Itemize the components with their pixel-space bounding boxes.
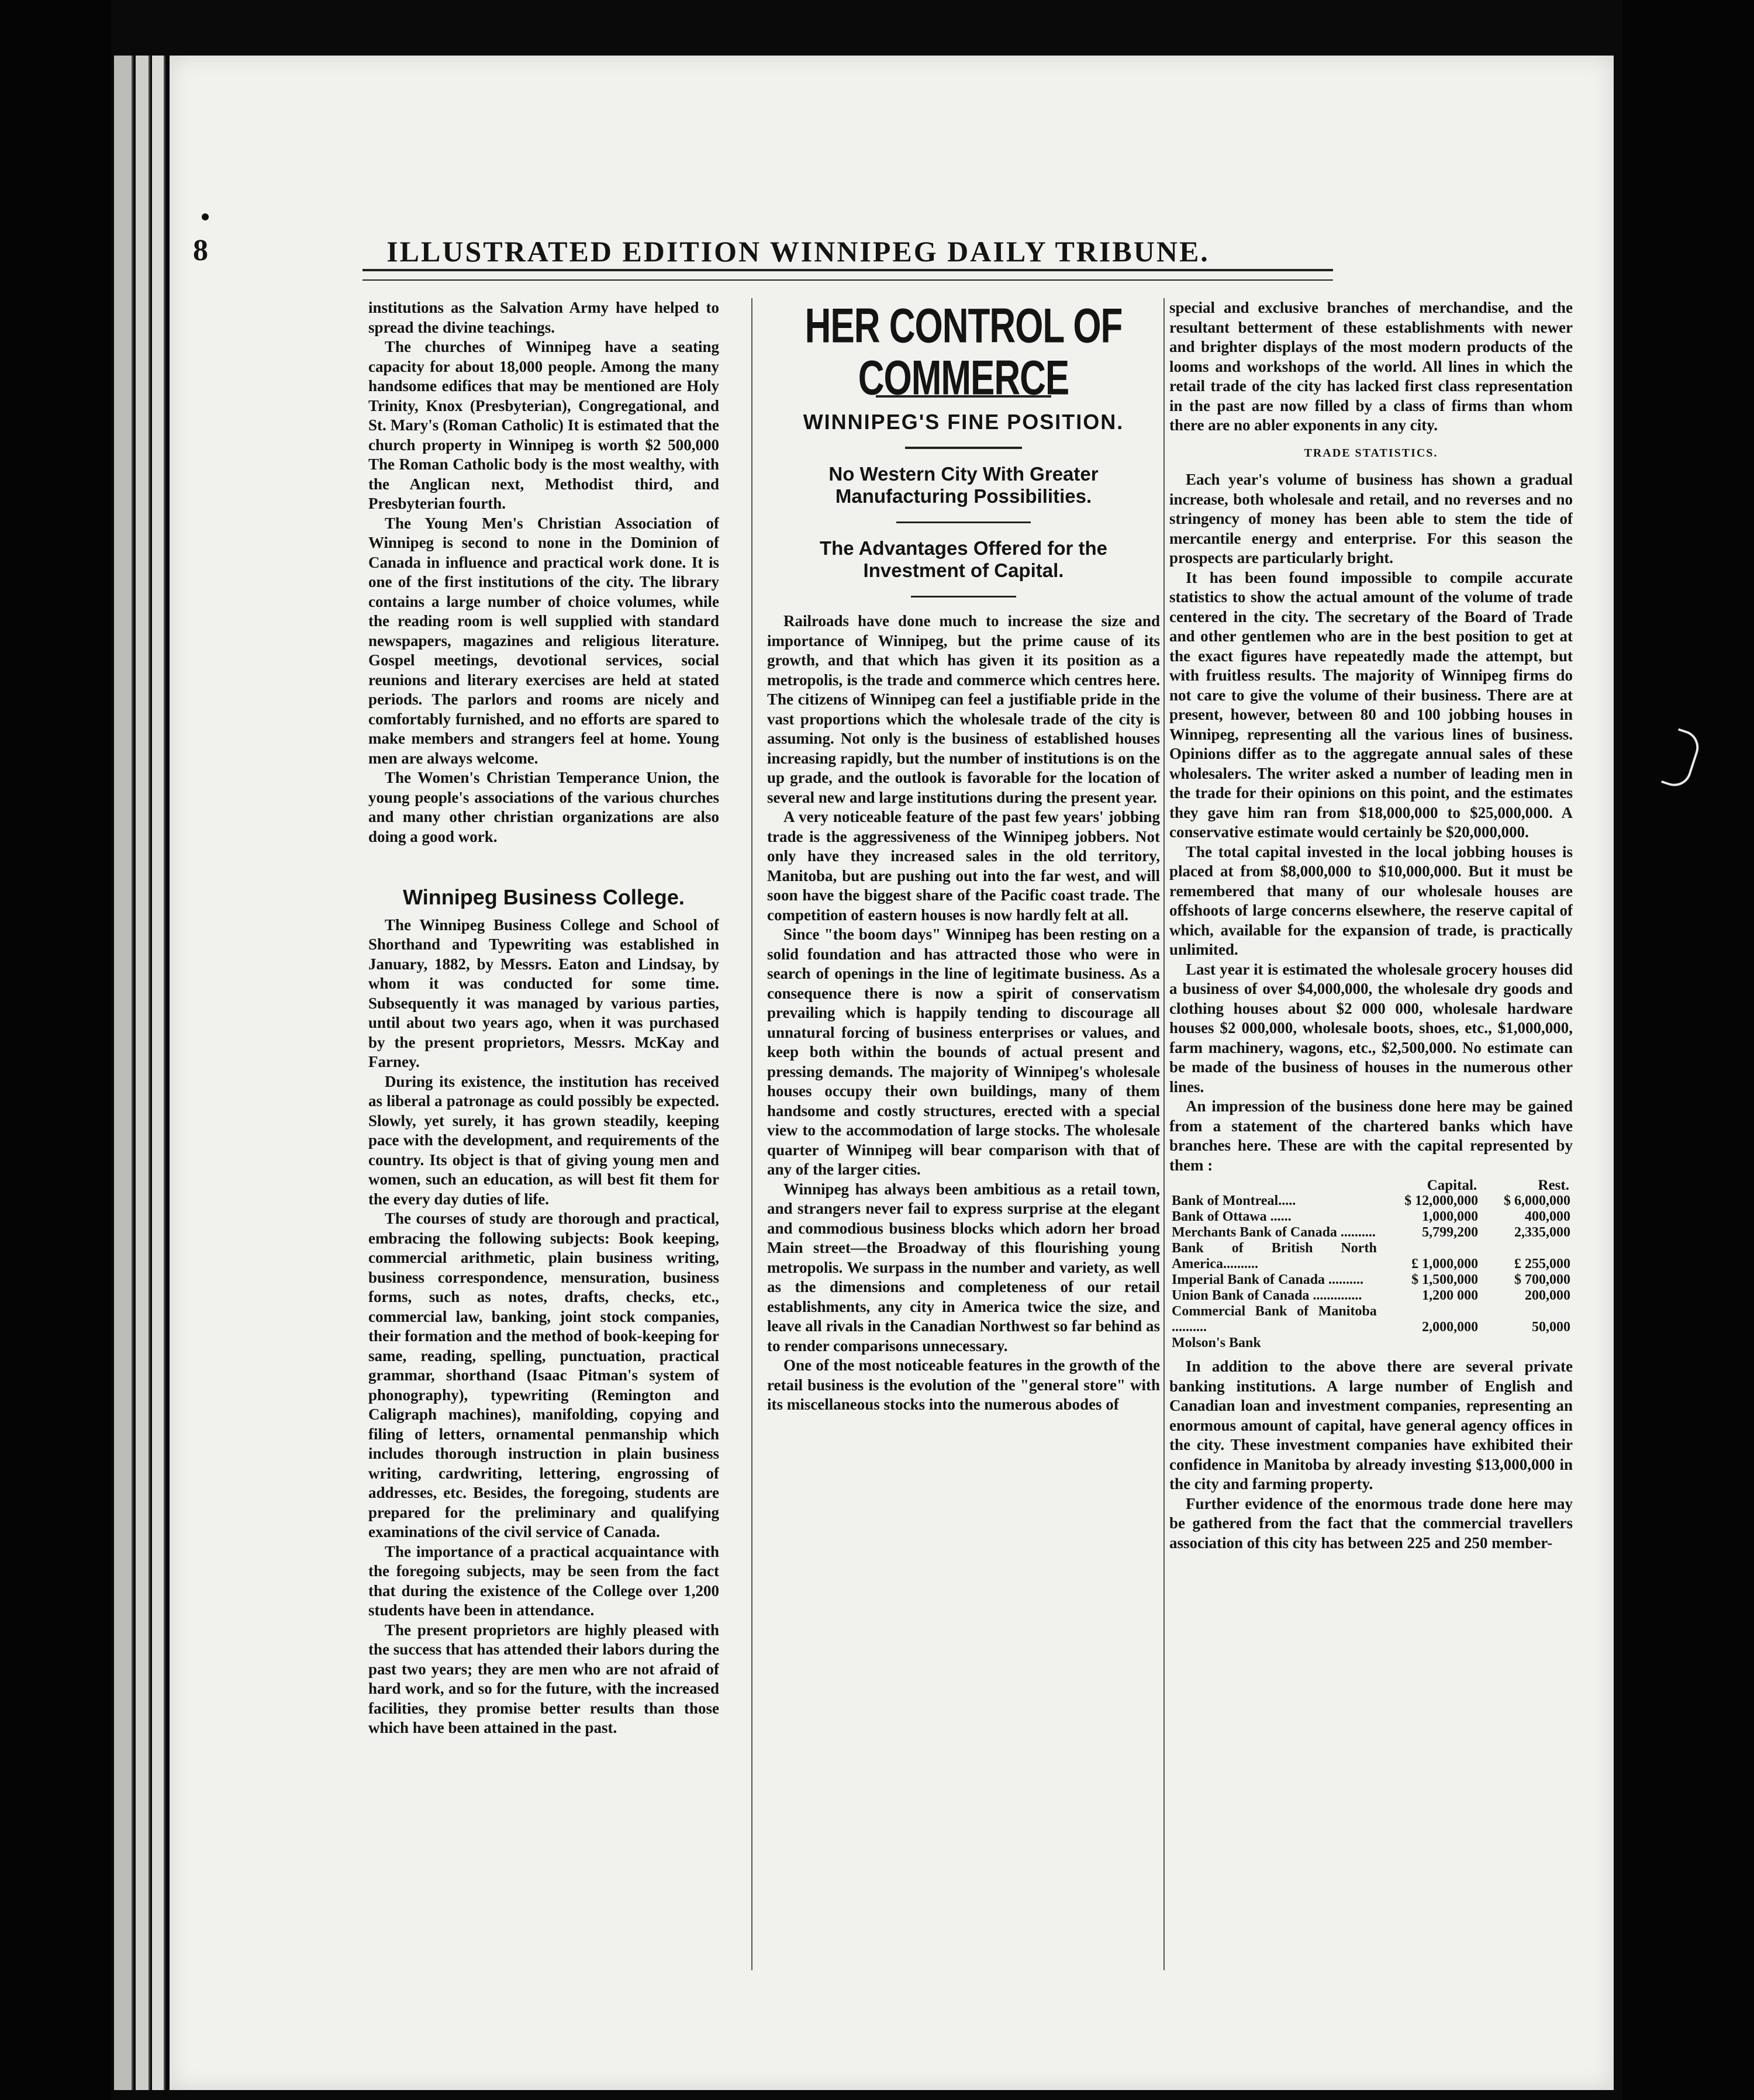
paragraph: During its existence, the institution has received as liberal a patronage as could possibly be expected. Slowly, yet surely, it has grown steadily, keeping pace with the development, and requirements of the country. Its object is that of giving young men and women, such an education, as will best fit them for the every day duties of life. <box>368 1072 719 1208</box>
table-row <box>1169 1335 1573 1351</box>
paragraph: Further evidence of the enormous trade done here may be gathered from the fact that the commercial travellers association of this city has between 225 and 250 member- <box>1169 1494 1573 1552</box>
capital: 5,799,200 <box>1422 1225 1479 1240</box>
rest: £ 255,000 <box>1514 1256 1570 1272</box>
capital: $ 1,500,000 <box>1411 1272 1479 1287</box>
paragraph: The courses of study are thorough and practical, embracing the following subjects: Book keeping, commercial arithmetic, plain business writing, business correspondence, mensuration, business forms, such as notes, drafts, checks, etc., commercial law, banking, joint stock companies, their formation and the method of book-keeping for same, reading, spelling, punctuation, practical grammar, shorthand (Isaac Pitman's system of phonography), typewriting (Remington and Caligraph machines), manifolding, copying and filing of letters, ornamental penmanship which includes thorough instruction in plain business writing, cardwriting, lettering, engrossing of addresses, etc. Besides, the foregoing, students are prepared for the preliminary and qualifying examinations of the civil service of Canada. <box>368 1210 719 1541</box>
banks-table <box>1169 1177 1573 1351</box>
table-row <box>1169 1225 1573 1241</box>
bank-name: Bank of Ottawa ...... <box>1172 1209 1292 1224</box>
rest: 200,000 <box>1525 1288 1570 1303</box>
section-heading: Winnipeg Business College. <box>403 885 685 909</box>
capital: $ 12,000,000 <box>1404 1193 1479 1208</box>
bank-name: Imperial Bank of Canada .......... <box>1172 1272 1364 1287</box>
section-heading: TRADE STATISTICS. <box>1304 446 1438 460</box>
paragraph: Last year it is estimated the wholesale grocery houses did a business of over $4,000,000, the wholesale dry goods and clothing houses about $2 000 000, wholesale hardware houses $2 000,000, wholesale boots, shoes, etc., $1,000,000, farm machinery, wagons, etc., $2,500,000. No estimate can be made of the business of houses in the numerous other lines. <box>1169 960 1573 1096</box>
deck-rule <box>911 596 1016 597</box>
capital: 1,000,000 <box>1422 1209 1479 1224</box>
table-row <box>1169 1272 1573 1288</box>
page-stack-edge <box>136 56 150 2090</box>
column-3 <box>1169 298 1573 1976</box>
film-border-left <box>0 0 111 2100</box>
paragraph: Since "the boom days" Winnipeg has been resting on a solid foundation and has attracted those who were in search of openings in the line of legitimate business. As a consequence there is now a spirit of conservatism prevailing which is happily tending to discourage all unnatural forcing of business enterprises or values, and keep both within the bounds of actual present and pressing demands. The majority of Winnipeg's wholesale houses occupy their own buildings, many of them handsome and costly structures, erected with a special view to the accommodation of large stocks. The wholesale quarter of Winnipeg will bear comparison with that of any of the larger cities. <box>767 925 1160 1178</box>
paragraph: An impression of the business done here may be gained from a statement of the chartered banks which have branches here. These are with the capital represented by them : <box>1169 1097 1573 1174</box>
bank-name: Molson's Bank <box>1172 1335 1261 1351</box>
paragraph: Each year's volume of business has shown a gradual increase, both wholesale and retail, and no reverses and no stringency of money has been able to stem the tide of mercantile energy and enterprise. For this season the prospects are particularly bright. <box>1169 471 1573 567</box>
deck: The Advantages Offered for the Investment of Capital. <box>819 537 1108 581</box>
paragraph: In addition to the above there are several private banking institutions. A large number of English and Canadian loan and investment companies, representing an enormous amount of capital, have general agency offices in the city. These investment companies have exhibited their confidence in Manitoba by already investing $13,000,000 in the city and farming property. <box>1169 1358 1573 1493</box>
paragraph: A very noticeable feature of the past few years' jobbing trade is the aggressiveness of the Winnipeg jobbers. Not only have they increased sales in the old territory, Manitoba, but are pushing out into the far west, and will soon have the biggest share of the Pacific coast trade. The competition of eastern houses is now hardly felt at all. <box>767 808 1160 924</box>
paragraph: The Women's Christian Temperance Union, the young people's associations of the various churches and many other christian organizations are also doing a good work. <box>368 769 719 845</box>
paragraph: The present proprietors are highly pleased with the success that has attended their labors during the past two years; they are men who are not afraid of hard work, and so for the future, with the increased facilities, they promise better results than those which have been attained in the past. <box>368 1621 719 1736</box>
deck: No Western City With Greater Manufacturing Possibilities. <box>828 463 1099 507</box>
paragraph: One of the most noticeable features in the growth of the retail business is the evolution of the "general store" with its miscellaneous stocks into the numerous abodes of <box>767 1356 1160 1413</box>
table-row <box>1169 1193 1573 1209</box>
rest: 2,335,000 <box>1514 1225 1570 1240</box>
paragraph: The Young Men's Christian Association of Winnipeg is second to none in the Dominion of Canada in influence and practical work done. It is one of the first institutions of the city. The library contains a large number of choice volumes, while the reading room is well supplied with standard newspapers, magazines and religious literature. Gospel meetings, devotional services, social reunions and literary exercises are held at stated periods. The parlors and rooms are nicely and comfortably furnished, and no efforts are spared to make members and strangers feel at home. Young men are always welcome. <box>368 514 719 767</box>
capital: £ 1,000,000 <box>1411 1256 1479 1272</box>
paragraph: The importance of a practical acquaintance with the foregoing subjects, may be seen from the fact that during the existence of the College over 1,200 students have been in attendance. <box>368 1542 719 1619</box>
paragraph: The total capital invested in the local jobbing houses is placed at from $8,000,000 to $10,000,000. But it must be remembered that many of our wholesale houses are offshoots of large concerns elsewhere, the reserve capital of which, available for the expansion of trade, is practically unlimited. <box>1169 842 1573 958</box>
subhead-rule <box>905 447 1022 449</box>
bank-name: Commercial Bank of Manitoba .......... <box>1172 1304 1377 1335</box>
paragraph: institutions as the Salvation Army have helped to spread the divine teachings. <box>368 299 719 336</box>
deck-rule <box>896 521 1031 523</box>
paragraph: Winnipeg has always been ambitious as a retail town, and strangers never fail to express surprise at the elegant and commodious business blocks which adorn her broad Main street—the Broadway of this flourishing young metropolis. We surpass in the number and variety, as well as the dimensions and completeness of our retail establishments, any city in America twice the size, and leave all rivals in the Canadian Northwest so far behind as to render comparisons unnecessary. <box>767 1180 1160 1355</box>
film-border-right <box>1622 0 1754 2100</box>
capital: 2,000,000 <box>1422 1320 1479 1335</box>
rest: $ 6,000,000 <box>1504 1193 1570 1208</box>
bank-name: Merchants Bank of Canada .......... <box>1172 1225 1376 1240</box>
paragraph: It has been found impossible to compile accurate statistics to show the actual amount of the volume of trade centered in the city. The secretary of the Board of Trade and other gentlemen who are in the best position to get at the exact figures have repeatedly made the attempt, but with fruitless results. The majority of Winnipeg firms do not care to give the volume of their business. There are at present, however, between 80 and 100 jobbing houses in Winnipeg, representing all the various lines of business. Opinions differ as to the aggregate annual sales of these wholesalers. The writer asked a number of leading men in the trade for their opinions on this point, and the estimates they gave him ran from $18,000,000 to $25,000,000. A conservative estimate would certainly be $20,000,000. <box>1169 568 1573 841</box>
column-1 <box>368 298 719 1976</box>
paragraph: The churches of Winnipeg have a seating capacity for about 18,000 people. Among the many handsome edifices that may be mentioned are Holy Trinity, Knox (Presbyterian), Congregational, and St. Mary's (Roman Catholic) It is estimated that the church property in Winnipeg is worth $2 500,000 The Roman Catholic body is the most wealthy, with the Anglican next, Methodist third, and Presbyterian fourth. <box>368 338 719 512</box>
paragraph: special and exclusive branches of merchandise, and the resultant betterment of these establishments with newer and brighter displays of the most modern products of the looms and workshops of the world. All lines in which the retail trade of the city has lacked first class representation in the past are now filled by a class of firms than whom there are no abler exponents in any city. <box>1169 299 1573 434</box>
column-2 <box>767 298 1160 1976</box>
table-row <box>1169 1241 1573 1272</box>
subheadline: WINNIPEG'S FINE POSITION. <box>803 410 1124 434</box>
headline: HER CONTROL OF COMMERCE <box>805 299 1123 406</box>
capital: 1,200 000 <box>1422 1288 1479 1303</box>
page-number: 8 <box>193 234 208 267</box>
bank-name: Bank of British North America.......... <box>1172 1241 1377 1272</box>
ink-dot <box>202 213 209 220</box>
column-rule <box>751 298 752 1970</box>
rest: 400,000 <box>1525 1209 1570 1224</box>
rest: $ 700,000 <box>1514 1272 1570 1287</box>
rest: 50,000 <box>1532 1320 1570 1335</box>
bank-name: Bank of Montreal..... <box>1172 1193 1296 1208</box>
bank-name: Union Bank of Canada .............. <box>1172 1288 1362 1303</box>
page-stack-edge <box>114 56 133 2090</box>
table-row <box>1169 1288 1573 1304</box>
table-header-row <box>1169 1177 1573 1193</box>
paragraph: The Winnipeg Business College and School of Shorthand and Typewriting was established in January, 1882, by Messrs. Eaton and Lindsay, by whom it was conducted for some time. Subsequently it was managed by various parties, until about two years ago, when it was purchased by the present proprietors, Messrs. McKay and Farney. <box>368 916 719 1070</box>
page-header <box>193 231 1333 266</box>
column-header: Capital. <box>1427 1177 1477 1193</box>
column-rule <box>1163 298 1165 1970</box>
column-header: Rest. <box>1538 1177 1569 1193</box>
capital <box>1379 1335 1480 1351</box>
paragraph: Railroads have done much to increase the size and importance of Winnipeg, but the prime cause of its growth, and that which has given it its position as a metropolis, is the trade and commerce which centres here. The citizens of Winnipeg can feel a justifiable pride in the vast proportions which the wholesale trade of the city is assuming. Not only is the business of established houses increasing rapidly, but the number of institutions is on the up grade, and the outlook is favorable for the location of several new and large institutions during the present year. <box>767 612 1160 806</box>
table-row <box>1169 1209 1573 1225</box>
running-title: ILLUSTRATED EDITION WINNIPEG DAILY TRIBUNE. <box>386 235 1210 268</box>
page-stack-edge <box>152 56 165 2090</box>
header-rule <box>362 269 1333 281</box>
table-row <box>1169 1304 1573 1335</box>
rest <box>1480 1335 1573 1351</box>
